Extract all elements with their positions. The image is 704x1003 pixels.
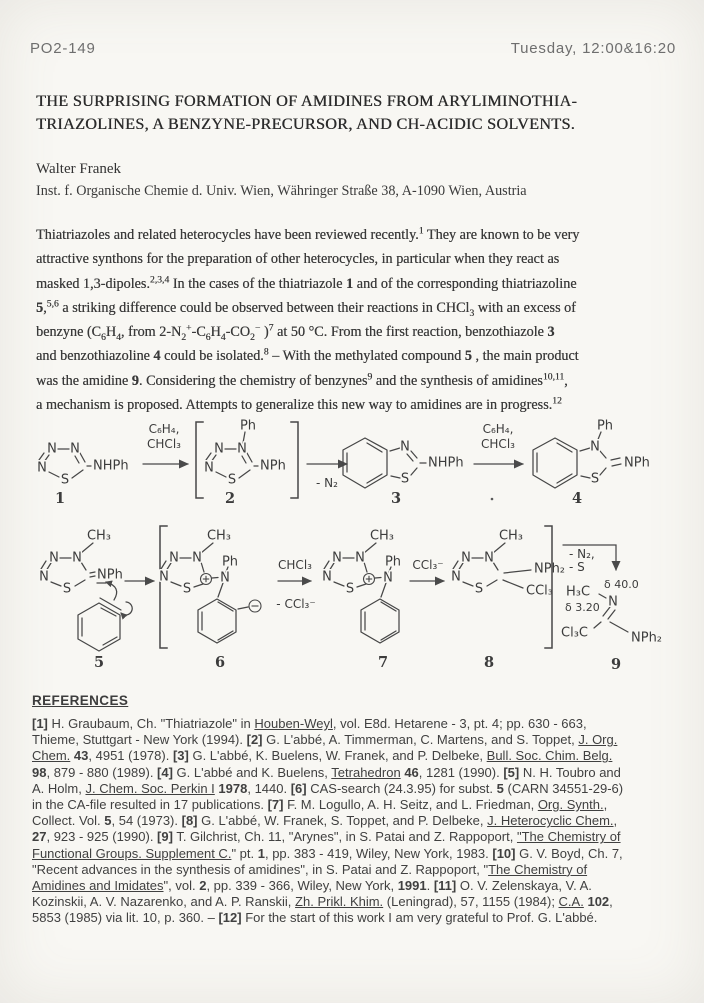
author-affiliation: Inst. f. Organische Chemie d. Univ. Wien, Währinger Straße 38, A-1090 Wien, Austria [36,183,527,199]
atom-label: S [182,581,192,597]
compound-1-structure [37,442,128,508]
session-time: Tuesday, 12:00&16:20 [510,40,676,57]
byproduct-label: - S [569,560,585,574]
solvent-label: CHCl₃ [481,437,515,451]
reagent-label: CCl₃⁻ [412,558,444,572]
phenyl-ring [198,599,236,643]
reaction-scheme-2 [0,518,704,693]
substituent-label: NPh [260,458,286,474]
reaction-arrow-1 [143,422,188,464]
reaction-scheme-1 [0,412,704,517]
atom-label: N [204,460,214,476]
atom-label: N [484,550,494,566]
atom-label: N [237,441,247,457]
compound-number: 8 [483,654,495,671]
curved-arrow-icon [106,582,117,600]
atom-label: N [214,441,224,457]
byproduct-label: - N₂, [569,547,595,561]
phenyl-label: Ph [221,554,239,570]
phenyl-label: Ph [239,418,257,434]
atom-label: S [227,472,237,488]
compound-9-structure [561,578,662,673]
atom-label: N [220,570,230,586]
substituent-label: NHPh [93,458,129,474]
open-bracket [160,526,167,648]
nmr-shift-label: δ 40.0 [604,578,639,591]
close-bracket [291,422,298,498]
byproduct-label: - CCl₃⁻ [276,597,316,611]
compound-number: 6 [214,654,226,671]
atom-label: N [332,550,342,566]
atom-label: N [590,439,600,455]
atom-label: N [461,550,471,566]
reaction-arrow-3 [474,422,523,464]
reaction-arrow-6 [410,558,444,581]
atom-label: N [192,550,202,566]
reagent-label: C₆H₄, [482,422,514,436]
page-title [36,90,577,136]
compound-6-structure [159,529,261,672]
compound-4-structure [533,419,650,508]
compound-8-structure [451,529,565,672]
open-bracket [196,422,203,498]
atom-label: N [159,569,169,585]
substituent-label: NPh [624,455,650,471]
compound-number: 9 [610,656,622,673]
atom-label: S [345,581,355,597]
benzyne-ring [78,603,120,651]
substituent-label: NPh₂ [631,630,663,646]
phenyl-label: Ph [384,554,402,570]
compound-2-structure [196,419,298,508]
atom-label: N [451,569,461,585]
author-name: Walter Franek [36,161,122,177]
reaction-arrow-2 [307,464,347,490]
abstract-paragraph: Thiatriazoles and related heterocycles have been reviewed recently.$^1$ They are known to be very attractive synthons for the preparation of other heterocycles, in particular when they react as masked 1,3-dipoles.$^{2,3,4}$ In the cases of the thiatriazole 1 and of the corresponding thiatriazoline 5,$^{5,6}$ a striking difference could be observed between their reactions in CHCl$_3$ with an excess of benzyne ($C_6H_4$, from $2-N_2^+-C_6H_4-CO_2^-$ )$^7$ at 50 °C. From the first reaction, benzothiazole 3 and benzothiazoline 4 could be isolated.$^8$ – With the methylated compound 5 , the main product was the amidine 9. Considering the chemistry of benzynes$^9$ and the synthesis of amidines$^{10,11}$, a mechanism is proposed. Attempts to generalize this new way to amidines are in progress.$^{12}$ [36,225,580,414]
methyl-label: CH₃ [369,528,395,544]
poster-number: PO2-149 [30,40,96,57]
substituent-label: Cl₃C [561,625,588,641]
compound-number: 3 [390,490,402,507]
title-line-2: TRIAZOLINES, A BENZYNE-PRECURSOR, AND CH-ACIDIC SOLVENTS. [36,115,576,133]
substituent-label: NPh₂ [534,561,566,577]
atom-label: S [590,471,600,487]
atom-label: N [39,569,49,585]
methyl-label: CH₃ [206,528,232,544]
compound-7-structure [322,529,401,672]
atom-label: S [62,581,72,597]
compound-number: 1 [54,490,66,507]
reagent-label: C₆H₄, [148,422,180,436]
atom-label: N [169,550,179,566]
substituent-label: NPh [97,567,123,583]
atom-label: N [49,550,59,566]
solvent-label: CHCl₃ [278,558,312,572]
scan-speck [491,498,494,501]
substituent-label: CCl₃ [526,583,553,599]
atom-label: S [60,472,70,488]
phenyl-label: Ph [596,418,614,434]
compound-5-structure [39,529,132,672]
atom-label: N [70,441,80,457]
title-line-1: THE SURPRISING FORMATION OF AMIDINES FROM ARYLIMINOTHIA- [36,92,578,110]
byproduct-label: - N₂ [316,476,338,490]
reference-list: [1] H. Graubaum, Ch. "Thiatriazole" in Houben-Weyl, vol. E8d. Hetarene - 3, pt. 4; pp. 630 - 663, Thieme, Stuttgart - New York (1994). [2] G. L'abbé, A. Timmerman, C. Martens, and S. Toppet, J. Org. Chem. 43, 4951 (1978). [3] G. L'abbé, K. Buelens, W. Franek, and P. Delbeke, Bull. Soc. Chim. Belg. 98, 879 - 880 (1989). [4] G. L'abbé and K. Buelens, Tetrahedron 46, 1281 (1990). [5] N. H. Toubro and A. Holm, J. Chem. Soc. Perkin I 1978, 1440. [6] CAS-search (24.3.95) for subst. 5 (CARN 34551-29-6) in the CA-file resulted in 17 publications. [7] F. M. Logullo, A. H. Seitz, and L. Friedman, Org. Synth., Collect. Vol. 5, 54 (1973). [8] G. L'abbé, W. Franek, S. Toppet, and P. Delbeke, J. Heterocyclic Chem., 27, 923 - 925 (1990). [9] T. Gilchrist, Ch. 11, "Arynes", in S. Patai and Z. Rappoport, "The Chemistry of Functional Groups. Supplement C." pt. 1, pp. 383 - 419, Wiley, New York, 1983. [10] G. V. Boyd, Ch. 7, "Recent advances in the synthesis of amidines", in S. Patai and Z. Rappoport, "The Chemistry of Amidines and Imidates", vol. 2, pp. 339 - 366, Wiley, New York, 1991. [11] O. V. Zelenskaya, V. A. Kozinskii, A. V. Nazarenko, and A. P. Ranskii, Zh. Prikl. Khim. (Leningrad), 57, 1155 (1984); C.A. 102, 5853 (1985) via lit. 10, p. 360. – [12] For the start of this work I am very grateful to Prof. G. L'abbé. [32,716,624,926]
nmr-shift-label: δ 3.20 [565,601,600,614]
atom-label: S [474,581,484,597]
phenyl-ring [361,599,399,643]
reaction-arrow-5 [276,558,315,611]
atom-label: N [383,570,393,586]
compound-number: 5 [93,654,105,671]
compound-number: 2 [224,490,236,507]
atom-label: N [47,441,57,457]
atom-label: N [72,550,82,566]
reaction-arrow-7 [563,545,616,574]
atom-label: N [608,594,618,610]
compound-number: 7 [377,654,389,671]
atom-label: N [355,550,365,566]
atom-label: N [322,569,332,585]
atom-label: N [400,439,410,455]
references-heading: REFERENCES [32,693,129,708]
methyl-label: CH₃ [86,528,112,544]
atom-label: S [400,471,410,487]
curved-arrow-icon [121,602,132,615]
atom-label: N [37,460,47,476]
substituent-label: NHPh [428,455,464,471]
methyl-label: CH₃ [498,528,524,544]
compound-number: 4 [571,490,583,507]
compound-3-structure [343,438,464,507]
methyl-label: H₃C [566,584,591,600]
solvent-label: CHCl₃ [147,437,181,451]
